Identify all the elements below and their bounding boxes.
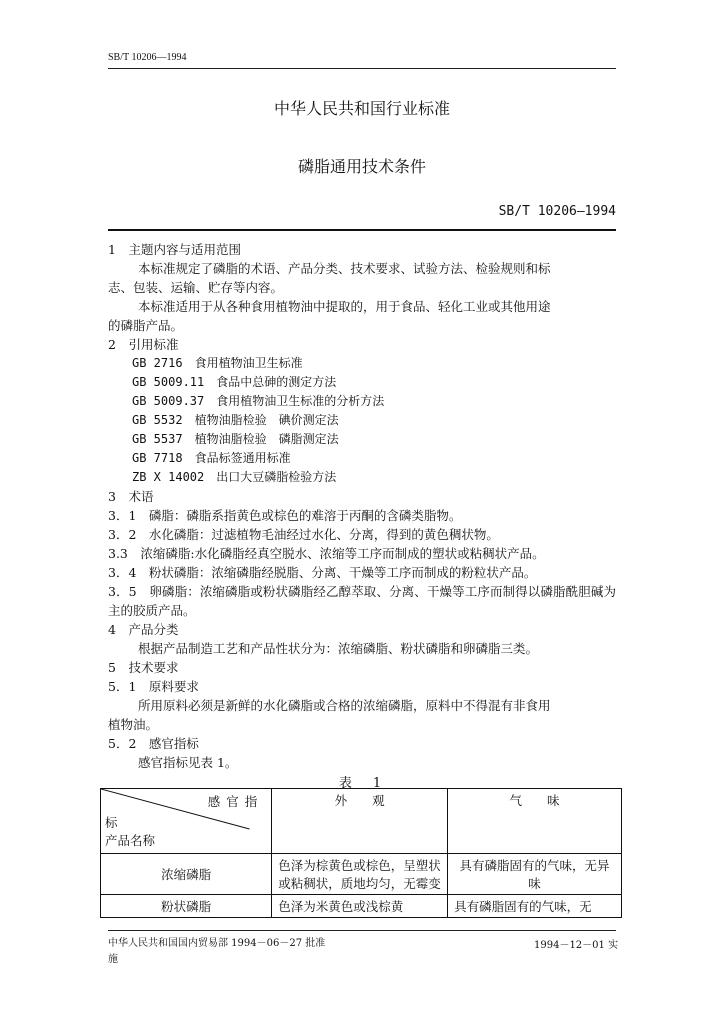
- appearance-cell: 色泽为棕黄色或棕色，呈塑状或粘稠状，质地均匀，无霉变: [272, 854, 448, 895]
- header-corner-bottom: 产品名称: [105, 833, 156, 848]
- section-heading: 2 引用标准: [108, 337, 179, 352]
- paragraph-line: 植物油。: [108, 717, 159, 732]
- reference-item: GB 5009.37 食用植物油卫生标准的分析方法: [132, 394, 385, 408]
- paragraph-line: 志、包装、运输、贮存等内容。: [108, 280, 284, 295]
- reference-item: GB 5537 植物油脂检验 磷脂测定法: [132, 432, 339, 446]
- term-definition: 3．1 磷脂：磷脂系指黄色或棕色的难溶于丙酮的含磷类脂物。: [108, 508, 462, 523]
- table-caption: 表 1: [338, 776, 386, 791]
- table-row: [101, 854, 622, 895]
- reference-item: GB 7718 食品标签通用标准: [132, 451, 291, 465]
- section-heading: 4 产品分类: [108, 622, 179, 637]
- reference-item: GB 2716 食用植物油卫生标准: [132, 356, 303, 370]
- term-definition: 3．4 粉状磷脂：浓缩磷脂经脱脂、分离、干燥等工序而制成的粉粒状产品。: [108, 565, 537, 580]
- footer-approval-wrap: 施: [108, 954, 118, 965]
- paragraph-line: 感官指标见表 1。: [138, 755, 238, 770]
- sensory-table: [100, 788, 622, 918]
- title-rule: [108, 229, 616, 231]
- paragraph-line: 所用原料必须是新鲜的水化磷脂或合格的浓缩磷脂，原料中不得混有非食用: [138, 698, 551, 713]
- paragraph-line: 本标准规定了磷脂的术语、产品分类、技术要求、试验方法、检验规则和标: [138, 261, 551, 276]
- footer-implementation: 1994－12－01 实: [534, 940, 619, 951]
- reference-item: ZB X 14002 出口大豆磷脂检验方法: [132, 470, 337, 484]
- term-definition: 3．5 卵磷脂：浓缩磷脂或粉状磷脂经乙醇萃取、分离、干燥等工序而制得以磷脂酰胆碱为主的胶质产品。: [108, 584, 616, 618]
- footer-rule: [108, 930, 616, 931]
- header-corner-mid: 标: [105, 815, 118, 830]
- subsection-heading: 5．2 感官指标: [108, 736, 199, 751]
- standard-number: SB/T 10206—1994: [498, 204, 616, 219]
- header-corner-cell: [101, 789, 272, 854]
- reference-item: GB 5532 植物油脂检验 碘价测定法: [132, 413, 339, 427]
- footer-approval-text: 中华人民共和国国内贸易部 1994－06－27 批准: [108, 938, 326, 949]
- document-body: [108, 240, 616, 793]
- subsection-heading: 5．1 原料要求: [108, 679, 199, 694]
- section-heading: 3 术语: [108, 489, 154, 504]
- section-heading: 5 技术要求: [108, 660, 179, 675]
- product-name-cell: 粉状磷脂: [101, 895, 272, 918]
- paragraph-line: 的磷脂产品。: [108, 318, 184, 333]
- footer-approval: [108, 936, 348, 968]
- section-heading: 1 主题内容与适用范围: [108, 242, 241, 257]
- term-definition: 3．2 水化磷脂：过滤植物毛油经过水化、分离，得到的黄色稠状物。: [108, 527, 499, 542]
- odor-cell: 具有磷脂固有的气味，无异味: [448, 854, 622, 895]
- paragraph-line: 本标准适用于从各种食用植物油中提取的，用于食品、轻化工业或其他用途: [138, 299, 551, 314]
- document-subtitle: 磷脂通用技术条件: [297, 157, 426, 176]
- column-header-odor: 气 味: [448, 789, 622, 854]
- product-name-cell: 浓缩磷脂: [101, 854, 272, 895]
- header-corner-top: 感官指: [207, 794, 264, 809]
- table-row: [101, 895, 622, 918]
- term-definition: 3.3 浓缩磷脂:水化磷脂经真空脱水、浓缩等工序而制成的塑状或粘稠状产品。: [108, 546, 545, 561]
- header-rule: [108, 68, 616, 69]
- document-title: 中华人民共和国行业标准: [273, 99, 450, 118]
- odor-cell: 具有磷脂固有的气味，无: [448, 895, 622, 918]
- appearance-cell: 色泽为米黄色或浅棕黄: [272, 895, 448, 918]
- column-header-appearance: 外 观: [272, 789, 448, 854]
- header-code: SB/T 10206—1994: [108, 52, 187, 63]
- reference-item: GB 5009.11 食品中总砷的测定方法: [132, 375, 337, 389]
- paragraph-line: 根据产品制造工艺和产品性状分为：浓缩磷脂、粉状磷脂和卵磷脂三类。: [138, 641, 539, 656]
- table-header-row: [101, 789, 622, 854]
